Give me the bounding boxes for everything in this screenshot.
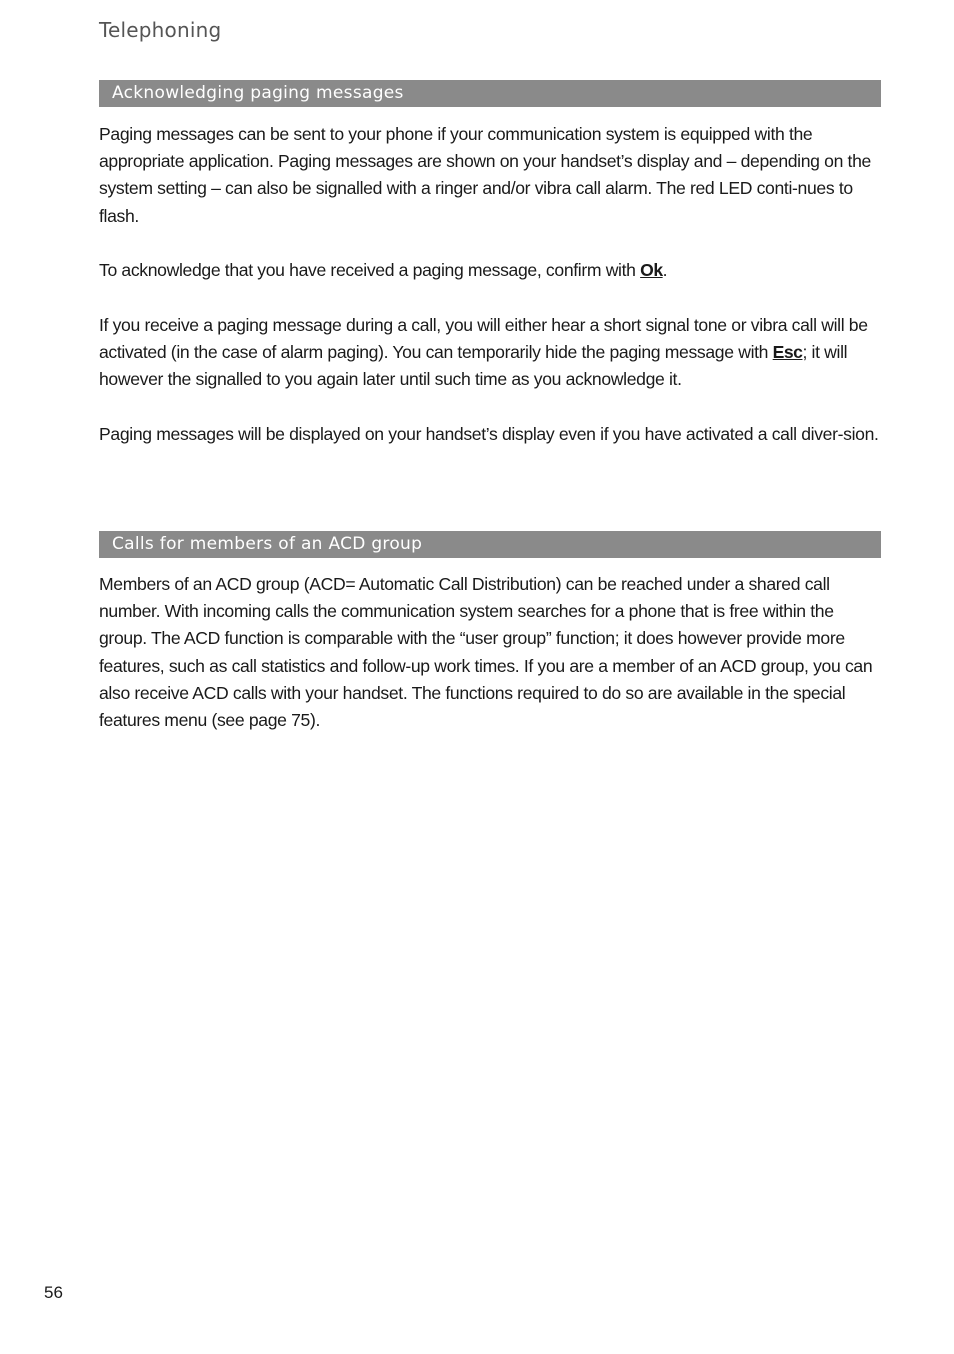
ok-key-label: Ok (640, 260, 663, 280)
section-heading-acd-group: Calls for members of an ACD group (99, 531, 881, 558)
running-header: Telephoning (99, 18, 222, 42)
paragraph-call-diversion: Paging messages will be displayed on your handset’s display even if you have activated a call diver-sion. (99, 424, 879, 444)
page-number: 56 (44, 1283, 63, 1302)
paragraph-text: If you receive a paging message during a call, you will either hear a short signal tone or vibra call will be activated (in the case of alarm paging). You can temporarily hide the paging message with (99, 315, 868, 363)
paragraph-text: . (662, 260, 668, 280)
paragraph-text: To acknowledge that you have received a paging message, confirm with (99, 260, 641, 280)
section-heading-acknowledging-paging: Acknowledging paging messages (99, 80, 881, 107)
paragraph-text: ; it will however the signalled to you again later until such time as you acknowledge it. (99, 342, 848, 390)
paragraph-paging-during-call (99, 312, 883, 394)
paragraph-acd-group: Members of an ACD group (ACD= Automatic Call Distribution) can be reached under a shared call number. With incoming calls the communication system searches for a phone that is free within the group. The ACD function is comparable with the “user group” function; it does however provide more features, such as call statistics and follow-up work times. If you are a member of an ACD group, you can also receive ACD calls with your handset. The functions required to do so are available in the special features menu (see page 75). (99, 574, 873, 731)
esc-key-label: Esc (772, 342, 803, 363)
paragraph-acknowledge (99, 257, 883, 284)
paragraph-paging-intro: Paging messages can be sent to your phone if your communication system is equipped with the appropriate application. Paging messages are shown on your handset’s display and – depending on the system setting – can also be signalled with a ringer and/or vibra call alarm. The red LED conti-nues to flash. (99, 124, 871, 226)
